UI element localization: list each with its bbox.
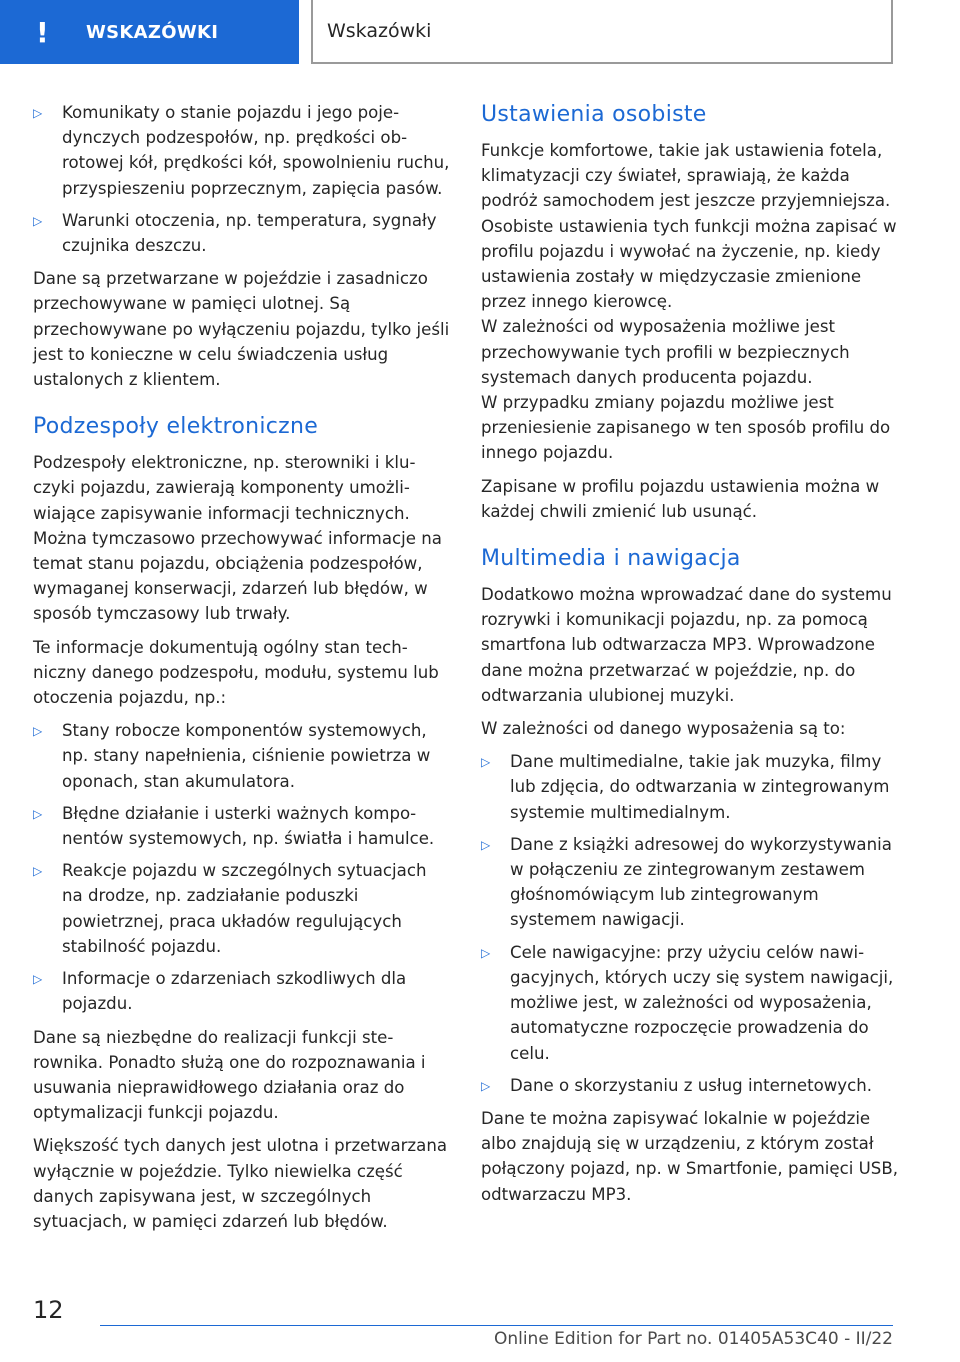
paragraph: W zależności od wyposażenia możliwe jest przechowywanie tych profili w bezpiecznych systemach danych producenta pojazdu. [481, 317, 850, 387]
bullet-list [481, 749, 898, 1098]
list-item: ▷ Dane o skorzystaniu z usług internetowych. [481, 1073, 898, 1098]
triangle-right-icon: ▷ [481, 755, 491, 770]
section-tab [0, 0, 299, 64]
paragraph: Dane te można zapisywać lokalnie w pojeździe albo znajdują się w urządzeniu, z którym został połączony pojazd, np. w Smartfonie, pamięci USB, odtwarzaczu MP3. [481, 1108, 898, 1204]
exclamation-icon: ! [36, 15, 49, 49]
section-heading: Ustawienia osobiste [481, 102, 707, 127]
triangle-right-icon: ▷ [481, 1078, 491, 1093]
paragraph: Funkcje komfortowe, takie jak ustawienia fotela, klimatyzacji czy świateł, sprawiają, że każda podróż samochodem jest jeszcze przyjemniejsza. Osobiste ustawienia tych funkcji można zapisać w profilu pojazdu i wywołać na życzenie, np. kiedy ustawienia zostały w międzyczasie zmienione przez innego kierowcę. [481, 141, 897, 312]
bullet-list [33, 100, 450, 258]
paragraph: Zapisane w profilu pojazdu ustawienia można w każdej chwili zmienić lub usunąć. [481, 476, 880, 521]
section-heading: Multimedia i nawigacja [481, 546, 741, 572]
chapter-title-box [311, 0, 893, 64]
paragraph: Te informacje dokumentują ogólny stan techniczny danego podzespołu, modułu, systemu lub otoczenia pojazdu, np.: [33, 637, 439, 708]
triangle-right-icon: ▷ [33, 806, 43, 821]
paragraph: Większość tych danych jest ulotna i przetwarzana wyłącznie w pojeździe. Tylko niewielka część danych zapisywana jest, w szczególnych sytuacjach, w pamięci zdarzeń lub błędów. [33, 1136, 448, 1231]
bullet-list [33, 718, 450, 1016]
paragraph: Dane są niezbędne do realizacji funkcji sterownika. Ponadto służą one do rozpoznawania i usuwania nieprawidłowego działania oraz do optymalizacji funkcji pojazdu. [33, 1027, 426, 1123]
list-item: ▷ Dane z książki adresowej do wykorzystywania w połączeniu ze zintegrowanym zestawem głośnomówiącym lub zintegrowanym systemem nawigacji. [481, 834, 892, 930]
triangle-right-icon: ▷ [33, 864, 43, 879]
paragraph: Dodatkowo można wprowadzać dane do systemu rozrywki i komunikacji pojazdu, np. za pomocą smartfona lub odtwarzacza MP3. Wprowadzone dane można przetwarzać w pojeździe, np. do odtwarzania ulubionej muzyki. [481, 585, 892, 705]
page-number: 12 [33, 1296, 64, 1324]
list-item: ▷ Komunikaty o stanie pojazdu i jego pojedynczych podzespołów, np. prędkości obrotowej kół, prędkości kół, spowolnieniu ruchu, przyspieszeniu poprzecznym, zapięcia pasów. [33, 103, 450, 198]
list-item: ▷ Informacje o zdarzeniach szkodliwych dla pojazdu. [33, 969, 407, 1014]
paragraph: Dane są przetwarzane w pojeździe i zasadniczo przechowywane w pamięci ulotnej. Są przechowywane po wyłączeniu pojazdu, tylko jeśli jest to konieczne w celu świadczenia usług ustalonych z klientem. [33, 269, 450, 390]
right-column [481, 100, 898, 1215]
list-item: ▷ Reakcje pojazdu w szczególnych sytuacjach na drodze, np. zadziałanie poduszki powietrznej, praca układów regulujących stabilność pojazdu. [33, 861, 427, 956]
triangle-right-icon: ▷ [33, 972, 43, 987]
triangle-right-icon: ▷ [33, 106, 43, 120]
paragraph: Podzespoły elektroniczne, np. sterowniki i kluczyki pojazdu, zawierają komponenty umożliwiające zapisywanie informacji technicznych. Można tymczasowo przechowywać informacje na temat stanu pojazdu, obciążenia podzespołów, wymaganej konserwacji, zdarzeń lub błędów, w sposób tymczasowy lub trwały. [33, 453, 442, 624]
triangle-right-icon: ▷ [481, 837, 491, 852]
section-heading: Podzespoły elektroniczne [33, 414, 319, 440]
list-item: ▷ Stany robocze komponentów systemowych, np. stany napełnienia, ciśnienie powietrza w oponach, stan akumulatora. [33, 721, 431, 791]
list-item: ▷ Błędne działanie i usterki ważnych komponentów systemowych, np. światła i hamulce. [33, 803, 435, 849]
paragraph: W zależności od danego wyposażenia są to: [481, 719, 846, 739]
page-header [0, 0, 960, 68]
chapter-title: Wskazówki [327, 20, 432, 42]
triangle-right-icon: ▷ [33, 724, 43, 739]
footer-divider [100, 1325, 893, 1326]
section-tab-label: WSKAZÓWKI [86, 21, 219, 43]
triangle-right-icon: ▷ [481, 945, 491, 960]
left-column [33, 100, 450, 1242]
list-item: ▷ Cele nawigacyjne: przy użyciu celów nawigacyjnych, których uczy się system nawigacji, możliwe jest, w zależności od wyposażenia, automatyczne rozpoczęcie prowadzenia do celu. [481, 942, 894, 1063]
list-item: ▷ Dane multimedialne, takie jak muzyka, filmy lub zdjęcia, do odtwarzania w zintegrowanym systemie multimedialnym. [481, 752, 890, 822]
triangle-right-icon: ▷ [33, 213, 43, 228]
edition-info: Online Edition for Part no. 01405A53C40 - II/22 [493, 1329, 893, 1349]
list-item: ▷ Warunki otoczenia, np. temperatura, sygnały czujnika deszczu. [33, 210, 437, 256]
paragraph: W przypadku zmiany pojazdu możliwe jest przeniesienie zapisanego w ten sposób profilu do innego pojazdu. [481, 393, 891, 463]
